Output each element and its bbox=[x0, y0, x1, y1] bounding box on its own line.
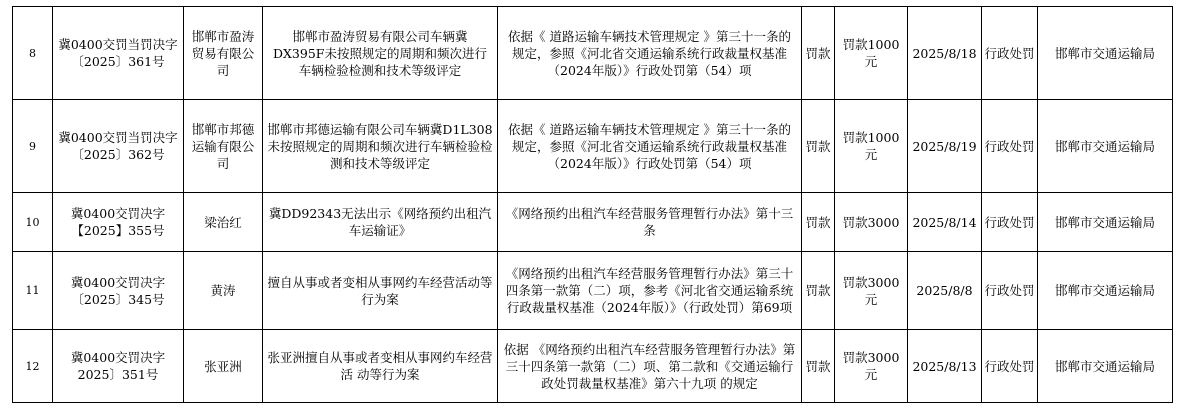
decision-date: 2025/8/13 bbox=[908, 330, 982, 403]
legal-basis: 依据 《网络预约出租汽车经营服务管理暂行办法》第三十四条第一款第（二）项、第二款和《交通运输行政处罚裁量权基准》第六十九项 的规定 bbox=[498, 330, 802, 403]
violation-facts: 张亚洲擅自从事或者变相从事网约车经营活 动等行为案 bbox=[263, 330, 498, 403]
penalty-category: 行政处罚 bbox=[982, 193, 1038, 252]
decision-date: 2025/8/19 bbox=[908, 100, 982, 193]
decision-date: 2025/8/8 bbox=[908, 252, 982, 330]
penalty-type: 罚款 bbox=[802, 193, 835, 252]
violation-facts: 邯郸市邦德运输有限公司车辆冀D1L308未按照规定的周期和频次进行车辆检验检测和技术等级评定 bbox=[263, 100, 498, 193]
row-number: 9 bbox=[13, 100, 53, 193]
row-number: 11 bbox=[13, 252, 53, 330]
issuing-authority: 邯郸市交通运输局 bbox=[1038, 100, 1173, 193]
decision-date: 2025/8/14 bbox=[908, 193, 982, 252]
penalty-type: 罚款 bbox=[802, 100, 835, 193]
legal-basis: 《网络预约出租汽车经营服务管理暂行办法》第三十四条第一款第（二）项，参考《河北省交通运输系统行政裁量权基准（2024年版）》（行政处罚）第69项 bbox=[498, 252, 802, 330]
issuing-authority: 邯郸市交通运输局 bbox=[1038, 193, 1173, 252]
penalty-category: 行政处罚 bbox=[982, 252, 1038, 330]
party-name: 梁治红 bbox=[184, 193, 263, 252]
penalty-category: 行政处罚 bbox=[982, 100, 1038, 193]
penalty-content: 罚款1000元 bbox=[835, 100, 908, 193]
document-number: 冀0400交罚决字〔2025〕345号 bbox=[53, 252, 184, 330]
document-number: 冀0400交罚当罚决字〔2025〕361号 bbox=[53, 7, 184, 100]
penalty-table bbox=[12, 6, 1173, 403]
legal-basis: 《网络预约出租汽车经营服务管理暂行办法》第十三条 bbox=[498, 193, 802, 252]
penalty-category: 行政处罚 bbox=[982, 7, 1038, 100]
penalty-content: 罚款1000元 bbox=[835, 7, 908, 100]
document-number: 冀0400交罚当罚决字〔2025〕362号 bbox=[53, 100, 184, 193]
legal-basis: 依据《 道路运输车辆技术管理规定 》第三十一条的规定，参照《河北省交通运输系统行政裁量权基准（2024年版）》行政处罚第（54）项 bbox=[498, 100, 802, 193]
party-name: 邯郸市邦德运输有限公司 bbox=[184, 100, 263, 193]
table-row bbox=[13, 330, 1173, 403]
penalty-type: 罚款 bbox=[802, 7, 835, 100]
penalty-type: 罚款 bbox=[802, 252, 835, 330]
party-name: 邯郸市盈涛贸易有限公司 bbox=[184, 7, 263, 100]
table-row bbox=[13, 7, 1173, 100]
party-name: 黄涛 bbox=[184, 252, 263, 330]
row-number: 12 bbox=[13, 330, 53, 403]
table-row bbox=[13, 193, 1173, 252]
penalty-category: 行政处罚 bbox=[982, 330, 1038, 403]
violation-facts: 擅自从事或者变相从事网约车经营活动等行为案 bbox=[263, 252, 498, 330]
violation-facts: 邯郸市盈涛贸易有限公司车辆冀DX395F未按照规定的周期和频次进行车辆检验检测和技术等级评定 bbox=[263, 7, 498, 100]
row-number: 8 bbox=[13, 7, 53, 100]
issuing-authority: 邯郸市交通运输局 bbox=[1038, 330, 1173, 403]
penalty-content: 罚款3000 bbox=[835, 193, 908, 252]
penalty-type: 罚款 bbox=[802, 330, 835, 403]
document-number: 冀0400交罚决字【2025】355号 bbox=[53, 193, 184, 252]
table-row bbox=[13, 252, 1173, 330]
penalty-content: 罚款3000元 bbox=[835, 252, 908, 330]
party-name: 张亚洲 bbox=[184, 330, 263, 403]
violation-facts: 冀DD92343无法出示《网络预约出租汽车运输证》 bbox=[263, 193, 498, 252]
table-row bbox=[13, 100, 1173, 193]
legal-basis: 依据《 道路运输车辆技术管理规定 》第三十一条的规定，参照《河北省交通运输系统行政裁量权基准（2024年版）》行政处罚第（54）项 bbox=[498, 7, 802, 100]
penalty-content: 罚款3000元 bbox=[835, 330, 908, 403]
row-number: 10 bbox=[13, 193, 53, 252]
issuing-authority: 邯郸市交通运输局 bbox=[1038, 7, 1173, 100]
document-number: 冀0400交罚决字2025〕351号 bbox=[53, 330, 184, 403]
issuing-authority: 邯郸市交通运输局 bbox=[1038, 252, 1173, 330]
decision-date: 2025/8/18 bbox=[908, 7, 982, 100]
